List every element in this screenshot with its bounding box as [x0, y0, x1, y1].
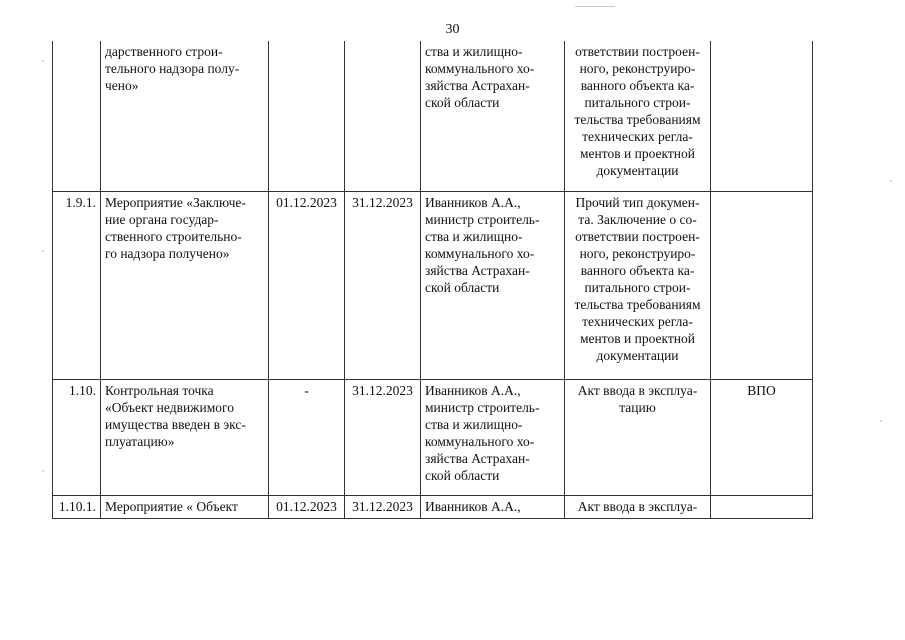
cell-level — [711, 495, 813, 518]
cell-document-line: технических регла- — [582, 129, 693, 144]
cell-responsible-line: Иванников А.А., — [425, 498, 521, 514]
cell-responsible-line: коммунального хо- — [425, 433, 535, 449]
cell-end-date: 31.12.2023 — [345, 495, 421, 518]
cell-responsible-line: ской области — [425, 279, 500, 295]
cell-document-line: документации — [596, 163, 679, 178]
cell-document-line: тельства требованиям — [574, 112, 701, 127]
cell-name — [101, 41, 269, 191]
cell-name — [101, 379, 269, 495]
cell-document-line: ного, реконструиро- — [579, 61, 696, 76]
cell-document-line: ванного объекта ка- — [580, 262, 695, 278]
cell-name — [101, 495, 269, 518]
cell-responsible-line: зяйства Астрахан- — [425, 78, 530, 93]
cell-responsible-line: Иванников А.А., — [425, 382, 521, 398]
cell-name-line: имущества введен в экс- — [105, 416, 246, 432]
page-number: 30 — [445, 22, 460, 37]
cell-responsible — [421, 379, 565, 495]
cell-name-line: «Объект недвижимого — [105, 399, 234, 415]
cell-name-line: плуатацию» — [105, 433, 175, 449]
cell-level — [711, 191, 813, 379]
cell-end-date — [345, 41, 421, 191]
cell-name-line: Контрольная точка — [105, 382, 214, 398]
cell-name-line: дарственного строи- — [105, 44, 223, 59]
cell-name-line: Мероприятие « Объект — [105, 498, 238, 514]
cell-number: 1.10.1. — [53, 495, 101, 518]
scan-speck — [880, 420, 882, 422]
cell-start-date: 01.12.2023 — [269, 495, 345, 518]
cell-start-date — [269, 41, 345, 191]
cell-responsible-line: зяйства Астрахан- — [425, 262, 530, 278]
cell-responsible-line: коммунального хо- — [425, 61, 535, 76]
cell-responsible-line: министр строитель- — [425, 399, 540, 415]
cell-document-line: Прочий тип докумен- — [575, 194, 700, 210]
cell-number — [53, 41, 101, 191]
cell-document — [565, 379, 711, 495]
cell-start-date: 01.12.2023 — [269, 191, 345, 379]
cell-document-line: ментов и проектной — [580, 146, 695, 161]
table-body — [53, 41, 813, 518]
cell-document — [565, 495, 711, 518]
plan-table — [52, 41, 813, 519]
scan-speck — [42, 60, 44, 62]
cell-document-line: ответствии построен- — [575, 44, 700, 59]
cell-name-line: Мероприятие «Заключе- — [105, 194, 246, 210]
cell-end-date: 31.12.2023 — [345, 191, 421, 379]
cell-name-line: тельного надзора полу- — [105, 61, 240, 76]
cell-responsible-line: ской области — [425, 467, 500, 483]
cell-responsible-line: коммунального хо- — [425, 245, 535, 261]
cell-document-line: ванного объекта ка- — [580, 78, 695, 93]
cell-document-line: Акт ввода в эксплуа- — [577, 382, 698, 398]
cell-responsible — [421, 495, 565, 518]
cell-document — [565, 191, 711, 379]
cell-responsible-line: ства и жилищно- — [425, 416, 523, 432]
cell-document-line: ответствии построен- — [575, 228, 700, 244]
table-row — [53, 191, 813, 379]
cell-document — [565, 41, 711, 191]
cell-level — [711, 41, 813, 191]
cell-document-line: тельства требованиям — [574, 296, 701, 312]
cell-responsible-line: Иванников А.А., — [425, 194, 521, 210]
cell-start-date: - — [269, 379, 345, 495]
cell-responsible-line: зяйства Астрахан- — [425, 450, 530, 466]
cell-responsible-line: ства и жилищно- — [425, 44, 523, 59]
cell-responsible — [421, 191, 565, 379]
cell-number: 1.9.1. — [53, 191, 101, 379]
cell-document-line: документации — [596, 347, 679, 363]
cell-name-line: ние органа государ- — [105, 211, 219, 227]
scan-speck — [42, 470, 44, 472]
scan-speck — [42, 250, 44, 252]
cell-document-line: питального строи- — [584, 95, 691, 110]
cell-name-line: ственного строительно- — [105, 228, 242, 244]
table-row — [53, 495, 813, 518]
cell-document-line: ментов и проектной — [580, 330, 695, 346]
cell-document-line: ного, реконструиро- — [579, 245, 696, 261]
table-row — [53, 379, 813, 495]
cell-level: ВПО — [711, 379, 813, 495]
cell-name — [101, 191, 269, 379]
cell-name-line: чено» — [105, 78, 139, 93]
cell-document-line: питального строи- — [584, 279, 691, 295]
cell-responsible-line: ства и жилищно- — [425, 228, 523, 244]
cell-name-line: го надзора получено» — [105, 245, 230, 261]
table-row — [53, 41, 813, 191]
cell-document-line: та. Заключение о со- — [578, 211, 697, 227]
cell-document-line: тацию — [619, 399, 656, 415]
cell-responsible-line: министр строитель- — [425, 211, 540, 227]
cell-document-line: технических регла- — [582, 313, 693, 329]
scan-speck — [575, 6, 615, 7]
cell-responsible-line: ской области — [425, 95, 500, 110]
cell-end-date: 31.12.2023 — [345, 379, 421, 495]
cell-number: 1.10. — [53, 379, 101, 495]
cell-document-line: Акт ввода в эксплуа- — [577, 498, 698, 514]
cell-responsible — [421, 41, 565, 191]
scan-speck — [890, 180, 892, 182]
